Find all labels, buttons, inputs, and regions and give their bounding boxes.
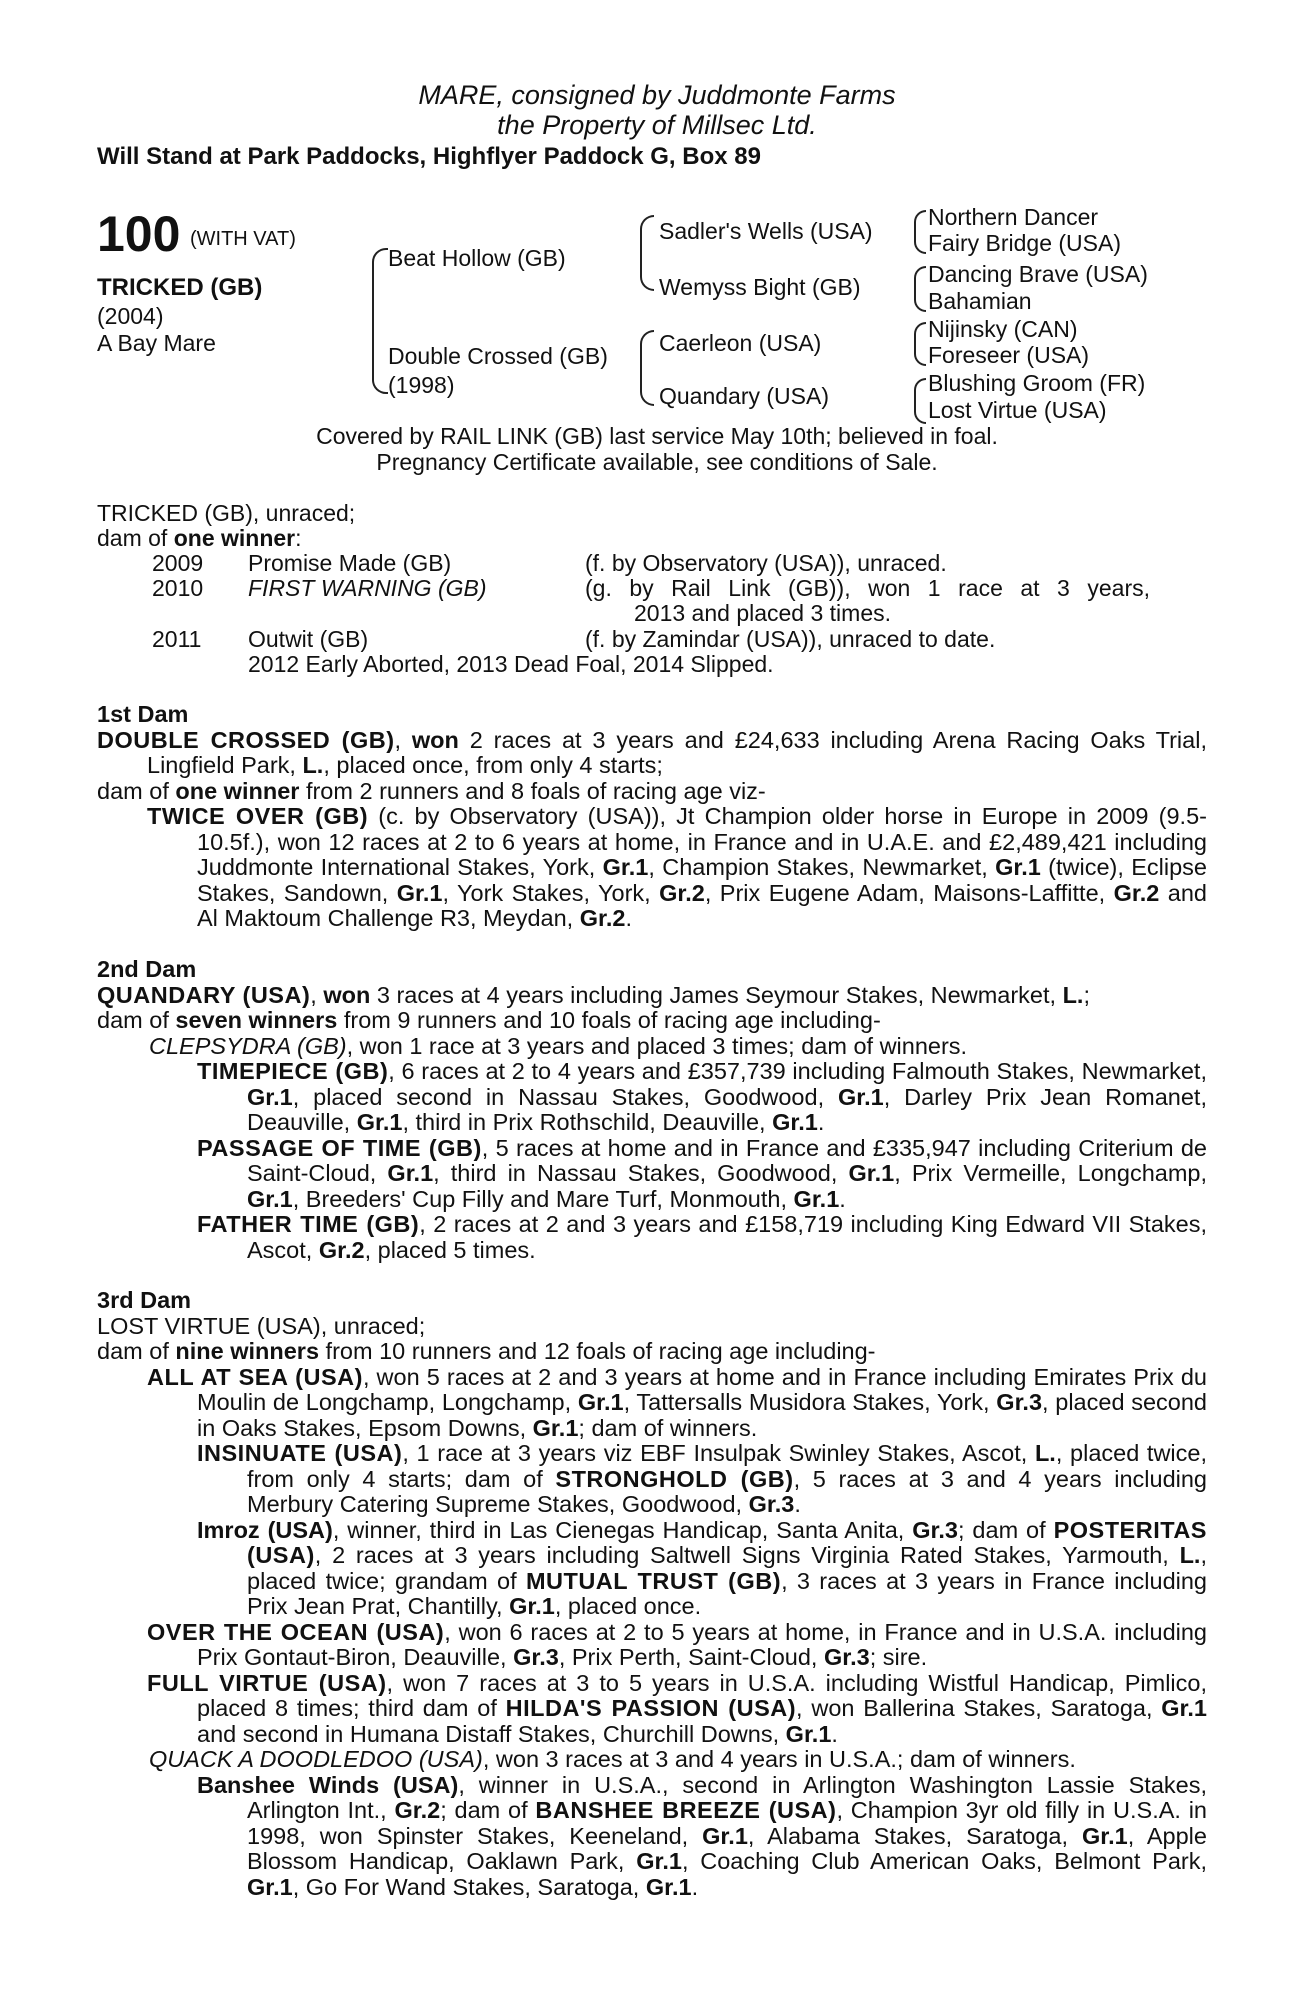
dam-produce: dam of nine winners from 10 runners and 12 foals of racing age including-: [97, 1338, 876, 1364]
pedigree-dam-sire: Caerleon (USA): [659, 330, 822, 356]
produce-entry: TIMEPIECE (GB), 6 races at 2 to 4 years and £357,739 including Falmouth Stakes, Newmarket, Gr.1, placed second in Nassau Stakes, Goodwood, Gr.1, Darley Prix Jean Romanet, Deauville, Gr.1, third in Prix Rothschild, Deauville, Gr.1.: [197, 1058, 1207, 1135]
horse-year: (2004): [97, 303, 164, 329]
foal-year: 2011: [152, 626, 202, 652]
pedigree-bracket-sd: [914, 266, 926, 312]
foal-detail: (f. by Observatory (USA)), unraced.: [585, 550, 947, 576]
produce-entry: ALL AT SEA (USA), won 5 races at 2 and 3 years at home and in France including Emirates Prix du Moulin de Longchamp, Longchamp, Gr.1, Tattersalls Musidora Stakes, York, Gr.3, placed second in Oaks Stakes, Epsom Downs, Gr.1; dam of winners.: [147, 1363, 1208, 1441]
produce-entry: PASSAGE OF TIME (GB), 5 races at home and in France and £335,947 including Criterium de Saint-Cloud, Gr.1, third in Nassau Stakes, Goodwood, Gr.1, Prix Vermeille, Longchamp, Gr.1, Breeders' Cup Filly and Mare Turf, Monmouth, Gr.1.: [197, 1134, 1208, 1212]
foal-year: 2009: [152, 550, 204, 576]
pedigree-dsd: Foreseer (USA): [928, 342, 1090, 368]
produce-entry: FULL VIRTUE (USA), won 7 races at 3 to 5 years in U.S.A. including Wistful Handicap, Pimlico, placed 8 times; third dam of HILDA'S PASSION (USA), won Ballerina Stakes, Saratoga, Gr.1 and second in Humana Distaff Stakes, Churchill Downs, Gr.1.: [147, 1669, 1207, 1747]
pedigree-dds: Blushing Groom (FR): [928, 370, 1146, 396]
vat-note: (WITH VAT): [190, 228, 296, 250]
section-heading: 2nd Dam: [97, 956, 197, 982]
produce-entry: INSINUATE (USA), 1 race at 3 years viz EBF Insulpak Swinley Stakes, Ascot, L., placed twice, from only 4 starts; dam of STRONGHOLD (GB), 5 races at 3 and 4 years including Merbury Catering Supreme Stakes, Goodwood, Gr.3.: [197, 1440, 1208, 1517]
second-dam-section: [97, 957, 1207, 1263]
dam-produce: dam of one winner from 2 runners and 8 foals of racing age viz-: [97, 777, 766, 804]
pedigree-sss: Northern Dancer: [928, 204, 1099, 230]
pedigree-sire-sire: Sadler's Wells (USA): [659, 218, 873, 244]
pedigree-ssd: Fairy Bridge (USA): [928, 230, 1121, 256]
foal-name: Outwit (GB): [248, 626, 369, 652]
pedigree-ddd: Lost Virtue (USA): [928, 397, 1107, 423]
lot-number: 100: [97, 206, 181, 262]
dam-record: LOST VIRTUE (USA), unraced;: [97, 1312, 426, 1339]
horse-name: TRICKED (GB): [97, 274, 263, 301]
horse-description: A Bay Mare: [97, 330, 216, 356]
third-dam-section: [97, 1288, 1207, 1900]
pedigree-dam-dam: Quandary (USA): [659, 383, 830, 409]
covered-note: Covered by RAIL LINK (GB) last service May 10th; believed in foal.: [316, 423, 998, 449]
produce-entry: OVER THE OCEAN (USA), won 6 races at 2 to 5 years at home, in France and in U.S.A. including Prix Gontaut-Biron, Deauville, Gr.3, Prix Perth, Saint-Cloud, Gr.3; sire.: [147, 1618, 1207, 1670]
pedigree-dam-year: (1998): [388, 372, 455, 398]
pedigree-sds: Dancing Brave (USA): [928, 261, 1148, 287]
produce-entry: QUACK A DOODLEDOO (USA), won 3 races at 3 and 4 years in U.S.A.; dam of winners.: [149, 1746, 1076, 1772]
pedigree-bracket-ss: [914, 210, 926, 254]
pedigree-sire: Beat Hollow (GB): [388, 245, 566, 271]
dam-record: QUANDARY (USA), won 3 races at 4 years including James Seymour Stakes, Newmarket, L.;: [97, 981, 1090, 1008]
pedigree-bracket-dam: [640, 330, 654, 406]
pedigree-dss: Nijinsky (CAN): [928, 316, 1078, 342]
dam-produce: dam of seven winners from 9 runners and 10 foals of racing age including-: [97, 1007, 881, 1033]
foal-year: 2010: [152, 575, 204, 601]
section-heading: 3rd Dam: [97, 1287, 192, 1313]
pedigree-bracket-dd: [914, 378, 926, 424]
produce-entry: CLEPSYDRA (GB), won 1 race at 3 years and placed 3 times; dam of winners.: [149, 1032, 968, 1059]
produce-entry: Banshee Winds (USA), winner in U.S.A., second in Arlington Washington Lassie Stakes, Arlington Int., Gr.2; dam of BANSHEE BREEZE (USA), Champion 3yr old filly in U.S.A. in 1998, won Spinster Stakes, Keeneland, Gr.1, Alabama Stakes, Saratoga, Gr.1, Apple Blossom Handicap, Oaklawn Park, Gr.1, Coaching Club American Oaks, Belmont Park, Gr.1, Go For Wand Stakes, Saratoga, Gr.1.: [197, 1771, 1208, 1900]
pedigree-sdd: Bahamian: [928, 288, 1032, 314]
foal-detail: (g. by Rail Link (GB)), won 1 race at 3 years,: [585, 575, 1150, 601]
dam-record: DOUBLE CROSSED (GB), won 2 races at 3 years and £24,633 including Arena Racing Oaks Trial, Lingfield Park, L., placed once, from only 4 starts;: [97, 726, 1207, 778]
produce-winners: dam of one winner:: [97, 525, 302, 551]
produce-entry: Imroz (USA), winner, third in Las Cienegas Handicap, Santa Anita, Gr.3; dam of POSTERITAS (USA), 2 races at 3 years including Saltwell Signs Virginia Rated Stakes, Yarmouth, L., placed twice; grandam of MUTUAL TRUST (GB), 3 races at 3 years in France including Prix Jean Prat, Chantilly, Gr.1, placed once.: [197, 1516, 1207, 1619]
pregnancy-note: Pregnancy Certificate available, see conditions of Sale.: [376, 449, 938, 475]
stand-location: Will Stand at Park Paddocks, Highflyer Paddock G, Box 89: [97, 143, 761, 170]
produce-intro: TRICKED (GB), unraced;: [97, 500, 356, 526]
foal-name: Promise Made (GB): [248, 550, 452, 576]
pedigree-bracket-ds: [914, 322, 926, 366]
pedigree-sire-dam: Wemyss Bight (GB): [659, 274, 861, 300]
produce-entry: FATHER TIME (GB), 2 races at 2 and 3 years and £158,719 including King Edward VII Stakes, Ascot, Gr.2, placed 5 times.: [197, 1211, 1207, 1263]
first-dam-section: [97, 702, 1207, 932]
section-heading: 1st Dam: [97, 701, 189, 727]
foal-other: 2012 Early Aborted, 2013 Dead Foal, 2014 Slipped.: [248, 651, 774, 677]
foal-name: FIRST WARNING (GB): [248, 575, 487, 601]
foal-detail: (f. by Zamindar (USA)), unraced to date.: [585, 626, 996, 652]
pedigree-bracket-gen1: [372, 248, 388, 394]
consignor-line: MARE, consigned by Juddmonte Farms: [418, 80, 896, 110]
pedigree-bracket-sire: [640, 215, 654, 291]
produce-entry: TWICE OVER (GB) (c. by Observatory (USA)), Jt Champion older horse in Europe in 2009 (9.5-10.5f.), won 12 races at 2 to 6 years at home, in France and in U.A.E. and £2,489,421 including Juddmonte International Stakes, York, Gr.1, Champion Stakes, Newmarket, Gr.1 (twice), Eclipse Stakes, Sandown, Gr.1, York Stakes, York, Gr.2, Prix Eugene Adam, Maisons-Laffitte, Gr.2 and Al Maktoum Challenge R3, Meydan, Gr.2.: [147, 803, 1208, 931]
foal-detail-cont: 2013 and placed 3 times.: [634, 600, 892, 626]
property-line: the Property of Millsec Ltd.: [497, 110, 817, 140]
pedigree-dam: Double Crossed (GB): [388, 343, 608, 369]
